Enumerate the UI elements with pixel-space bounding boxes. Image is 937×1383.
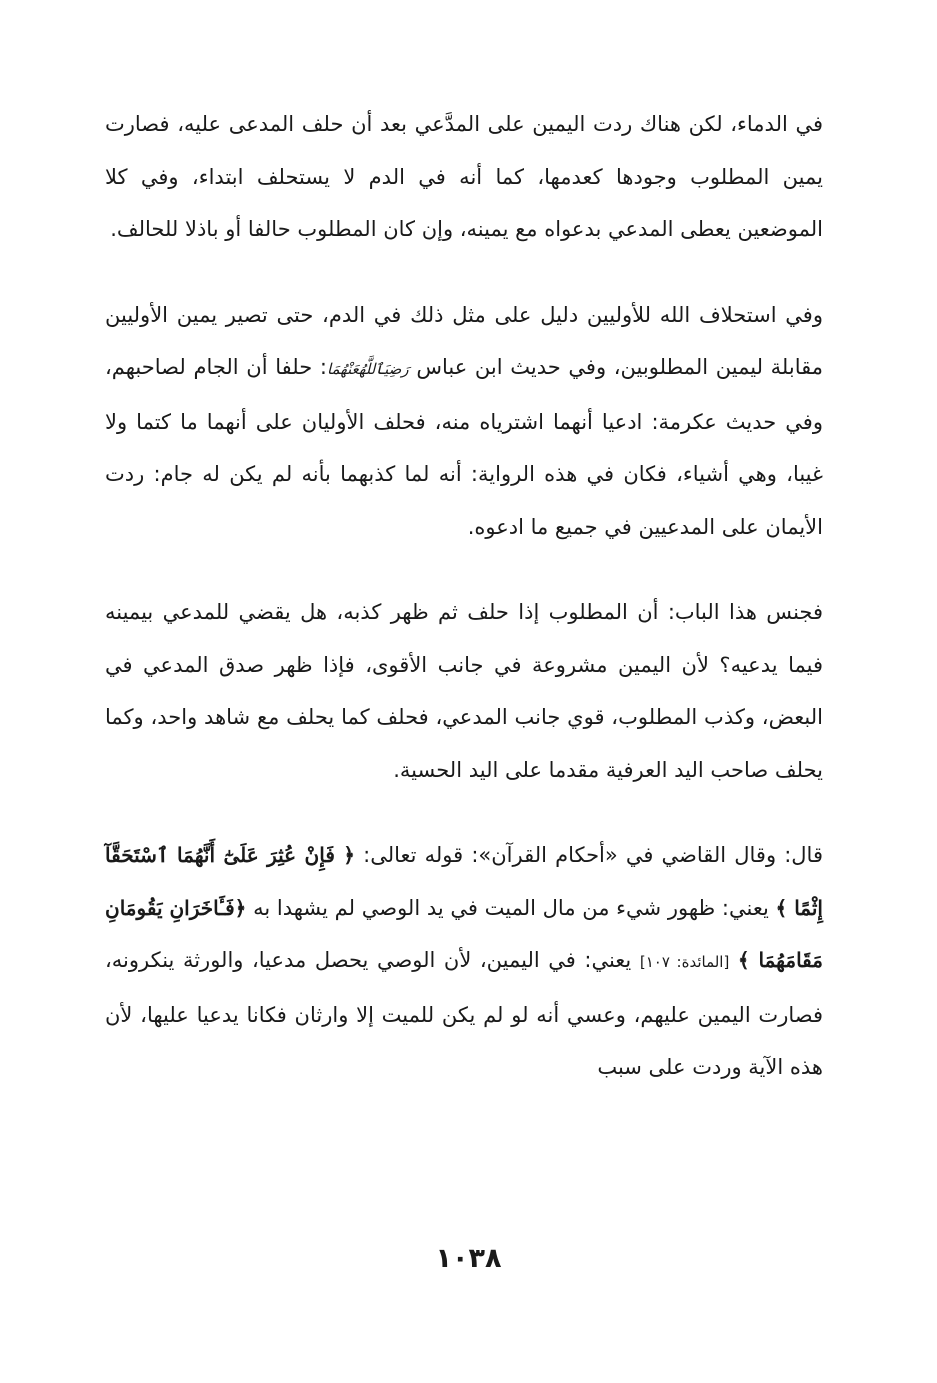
paragraph-3 — [105, 586, 823, 796]
page-body — [105, 98, 823, 1094]
paragraph-4 — [105, 829, 823, 1094]
verse-reference: [المائدة: ١٠٧] — [639, 953, 730, 971]
paragraph-1 — [105, 98, 823, 256]
honorific-formula: رَضِيَٱللَّهُعَنْهُمَا — [326, 360, 409, 378]
quran-verse-2: ﴿فَـَٔاخَرَانِ يَقُومَانِ مَقَامَهُمَا ﴾ — [105, 895, 823, 972]
paragraph-4-text-b: يعني: ظهور شيء من مال الميت في يد الوصي لم يشهدا به — [253, 895, 769, 920]
paragraph-1-text: في الدماء، لكن هناك ردت اليمين على المدَّعي بعد أن حلف المدعى عليه، فصارت يمين المطلوب وجودها كعدمها، كما أنه في الدم لا يستحلف ابتداء، وفي كلا الموضعين يعطى المدعي بدعواه مع يمينه، وإن كان المطلوب حالفا أو باذلا للحالف. — [105, 112, 823, 241]
paragraph-4-text-c: يعني: في اليمين، لأن الوصي يحصل مدعيا، والورثة ينكرونه، فصارت اليمين عليهم، وعسي أنه لو لم يكن للميت إلا وارثان فكانا يدعيا عليها، لأن هذه الآية وردت على سبب — [105, 948, 823, 1079]
page-number: ١٠٣٨ — [435, 1243, 502, 1274]
paragraph-4-text-a: قال: وقال القاضي في «أحكام القرآن»: قوله تعالى: — [363, 843, 823, 867]
paragraph-2-text-b: : حلفا أن الجام لصاحبهم، وفي حديث عكرمة: ادعيا أنهما اشترياه منه، فحلف الأوليان على أنهما ما كتما ولا غيبا، وهي أشياء، فكان في هذه الرواية: أنه لما كذبهما بأنه لم يكن له جام: ردت الأيمان على المدعيين في جميع ما ادعوه. — [105, 355, 823, 539]
paragraph-2-text-a: وفي استحلاف الله للأوليين دليل على مثل ذلك في الدم، حتى تصير يمين الأوليين مقابلة ليمين المطلوبين، وفي حديث ابن عباس — [105, 302, 824, 379]
quran-verse-1: ﴿ فَإِنْ عُثِرَ عَلَىٰٓ أَنَّهُمَا ٱسْتَحَقَّآ إِثْمًا ﴾ — [105, 843, 823, 920]
paragraph-2 — [105, 289, 823, 554]
paragraph-3-text: فجنس هذا الباب: أن المطلوب إذا حلف ثم ظهر كذبه، هل يقضي للمدعي بيمينه فيما يدعيه؟ لأن اليمين مشروعة في جانب الأقوى، فإذا ظهر صدق المدعي في البعض، وكذب المطلوب، قوي جانب المدعي، فحلف كما يحلف مع شاهد واحد، وكما يحلف صاحب اليد العرفية مقدما على اليد الحسية. — [105, 600, 823, 782]
